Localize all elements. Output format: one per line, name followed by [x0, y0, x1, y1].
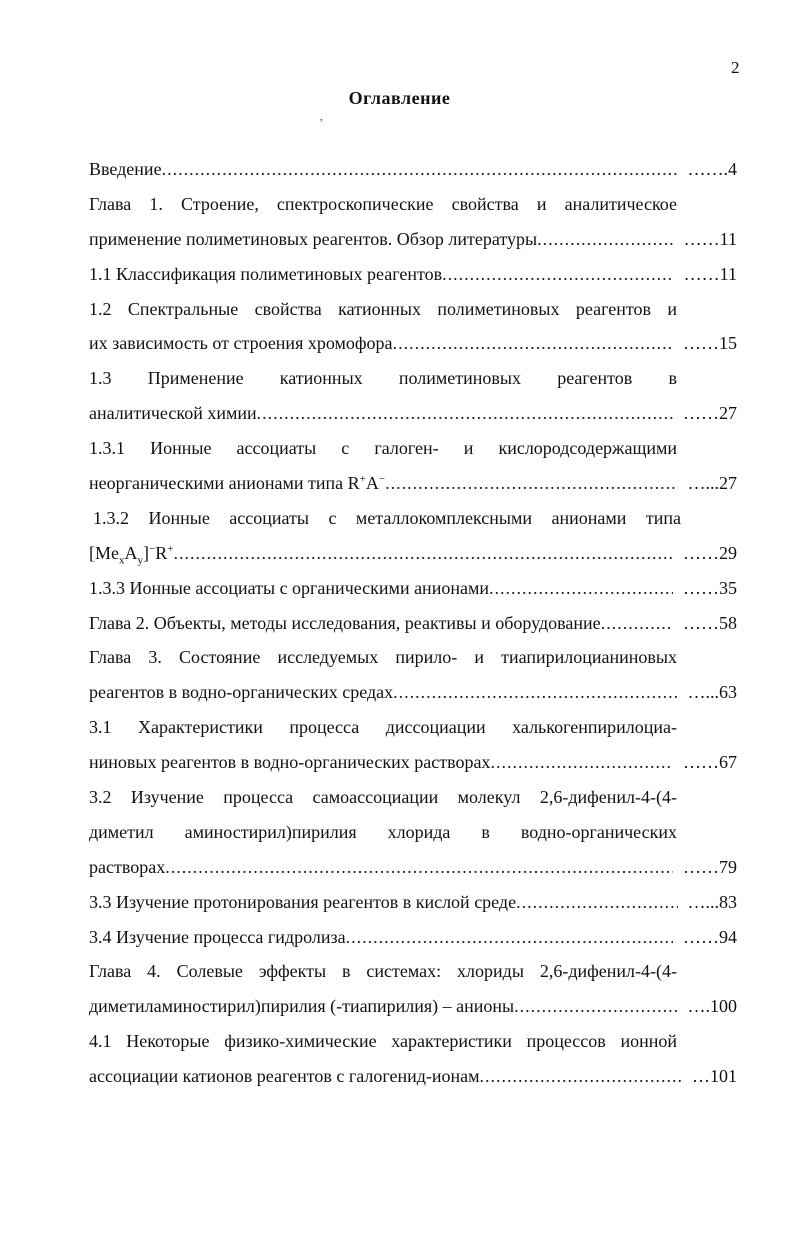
toc-line — [89, 780, 677, 815]
toc-line — [89, 675, 737, 710]
dot-leader — [257, 396, 673, 431]
toc-line — [89, 326, 737, 361]
toc-page-number: …...27 — [687, 473, 737, 494]
toc-entry-text: диметиламиностирил)пирилия (-тиапирилия) – анионы — [89, 996, 515, 1017]
toc-line — [89, 606, 737, 641]
toc-line-text: 1.3.1 Ионные ассоциаты с галоген- и кислородсодержащими — [89, 438, 677, 459]
page-number: 2 — [731, 58, 740, 77]
toc-line — [89, 920, 737, 955]
toc-line — [89, 989, 737, 1024]
toc-entry-text: 3.4 Изучение процесса гидролиза — [89, 926, 346, 947]
toc-entry-text: 3.3 Изучение протонирования реагентов в кислой среде — [89, 891, 517, 912]
toc-entry-text: растворах — [89, 856, 166, 877]
toc-line — [89, 571, 737, 606]
dot-leader — [385, 466, 677, 501]
table-of-contents — [89, 152, 737, 1094]
toc-entry-text: $[Me_xA_y]^-R^+$ — [89, 542, 174, 567]
toc-line — [89, 361, 677, 396]
toc-page-number: ……58 — [683, 612, 737, 633]
toc-page-number: ……67 — [683, 752, 737, 773]
toc-page-number: ……29 — [683, 542, 737, 563]
toc-line — [89, 815, 677, 850]
toc-line — [89, 954, 677, 989]
dot-leader — [442, 257, 674, 292]
toc-entry-text: применение полиметиновых реагентов. Обзор литературы — [89, 228, 538, 249]
toc-page-number: ……27 — [683, 403, 737, 424]
toc-page-number: ……79 — [683, 856, 737, 877]
toc-entry-text: 1.1 Классификация полиметиновых реагентов — [89, 263, 443, 284]
dot-leader — [393, 675, 677, 710]
toc-line-text: 4.1 Некоторые физико-химические характеристики процессов ионной — [89, 1031, 677, 1052]
toc-line — [89, 396, 737, 431]
dot-leader — [393, 326, 673, 361]
toc-line — [89, 850, 737, 885]
dot-leader — [173, 536, 673, 571]
dot-leader — [514, 989, 677, 1024]
page-title: Оглавление — [348, 88, 451, 108]
toc-entry-text: ниновых реагентов в водно-органических растворах — [89, 752, 491, 773]
toc-line — [89, 885, 737, 920]
toc-line-text: Глава 3. Состояние исследуемых пирило- и тиапирилоцианиновых — [89, 647, 677, 668]
toc-line — [89, 187, 677, 222]
toc-page-number: …...83 — [687, 891, 737, 912]
toc-line-text: 3.1 Характеристики процесса диссоциации халькогенпирилоциа- — [89, 717, 677, 738]
toc-line — [89, 431, 677, 466]
dot-leader — [601, 606, 673, 641]
scan-speck: , — [320, 112, 323, 123]
toc-line — [89, 466, 737, 501]
toc-page-number: ……15 — [683, 333, 737, 354]
toc-entry-text: их зависимость от строения хромофора — [89, 333, 393, 354]
toc-entry-text: реагентов в водно-органических средах — [89, 682, 394, 703]
toc-entry-text: Введение — [89, 159, 162, 179]
toc-line — [89, 640, 677, 675]
toc-entry-text: Глава 2. Объекты, методы исследования, реактивы и оборудование — [89, 612, 601, 633]
toc-line — [89, 745, 737, 780]
toc-line — [89, 257, 737, 292]
dot-leader — [162, 152, 678, 187]
toc-line — [89, 1059, 737, 1094]
toc-line-text: 1.3.2 Ионные ассоциаты с металлокомплексными анионами типа — [93, 507, 681, 528]
dot-leader — [489, 571, 673, 606]
toc-page-number: ……35 — [683, 577, 737, 598]
dot-leader — [480, 1059, 682, 1094]
toc-line — [89, 710, 677, 745]
toc-line-text: Глава 4. Солевые эффекты в системах: хлориды 2,6-дифенил-4-(4- — [89, 961, 677, 982]
toc-line-text: 3.2 Изучение процесса самоассоциации молекул 2,6-дифенил-4-(4- — [89, 787, 677, 808]
toc-entry-text: неорганическими анионами типа R+A− — [89, 473, 386, 494]
toc-page-number: ……94 — [683, 926, 737, 947]
toc-page-number: ……11 — [683, 228, 737, 249]
toc-line — [89, 152, 737, 187]
toc-page-number: ……11 — [683, 263, 737, 284]
dot-leader — [490, 745, 673, 780]
dot-leader — [516, 885, 677, 920]
toc-entry-text: 1.3.3 Ионные ассоциаты с органическими анионами — [89, 577, 489, 598]
toc-line — [89, 536, 737, 571]
toc-line-text: диметил аминостирил)пирилия хлорида в водно-органических — [89, 821, 677, 842]
toc-line — [89, 222, 737, 257]
toc-line-text: Глава 1. Строение, спектроскопические свойства и аналитическое — [89, 193, 677, 214]
toc-page-number: …101 — [692, 1066, 737, 1087]
toc-line — [89, 1024, 677, 1059]
toc-line-text: 1.2 Спектральные свойства катионных полиметиновых реагентов и — [89, 298, 677, 319]
dot-leader — [165, 850, 673, 885]
toc-page-number: …….4 — [687, 159, 737, 179]
toc-line — [89, 292, 677, 327]
toc-page-number: ….100 — [687, 996, 737, 1017]
toc-line-text: 1.3 Применение катионных полиметиновых реагентов в — [89, 368, 677, 389]
toc-page-number: …...63 — [687, 682, 737, 703]
dot-leader — [537, 222, 674, 257]
toc-entry-text: ассоциации катионов реагентов с галогенид-ионам — [89, 1066, 480, 1087]
dot-leader — [346, 920, 673, 955]
toc-line — [93, 501, 681, 536]
toc-entry-text: аналитической химии — [89, 403, 257, 424]
